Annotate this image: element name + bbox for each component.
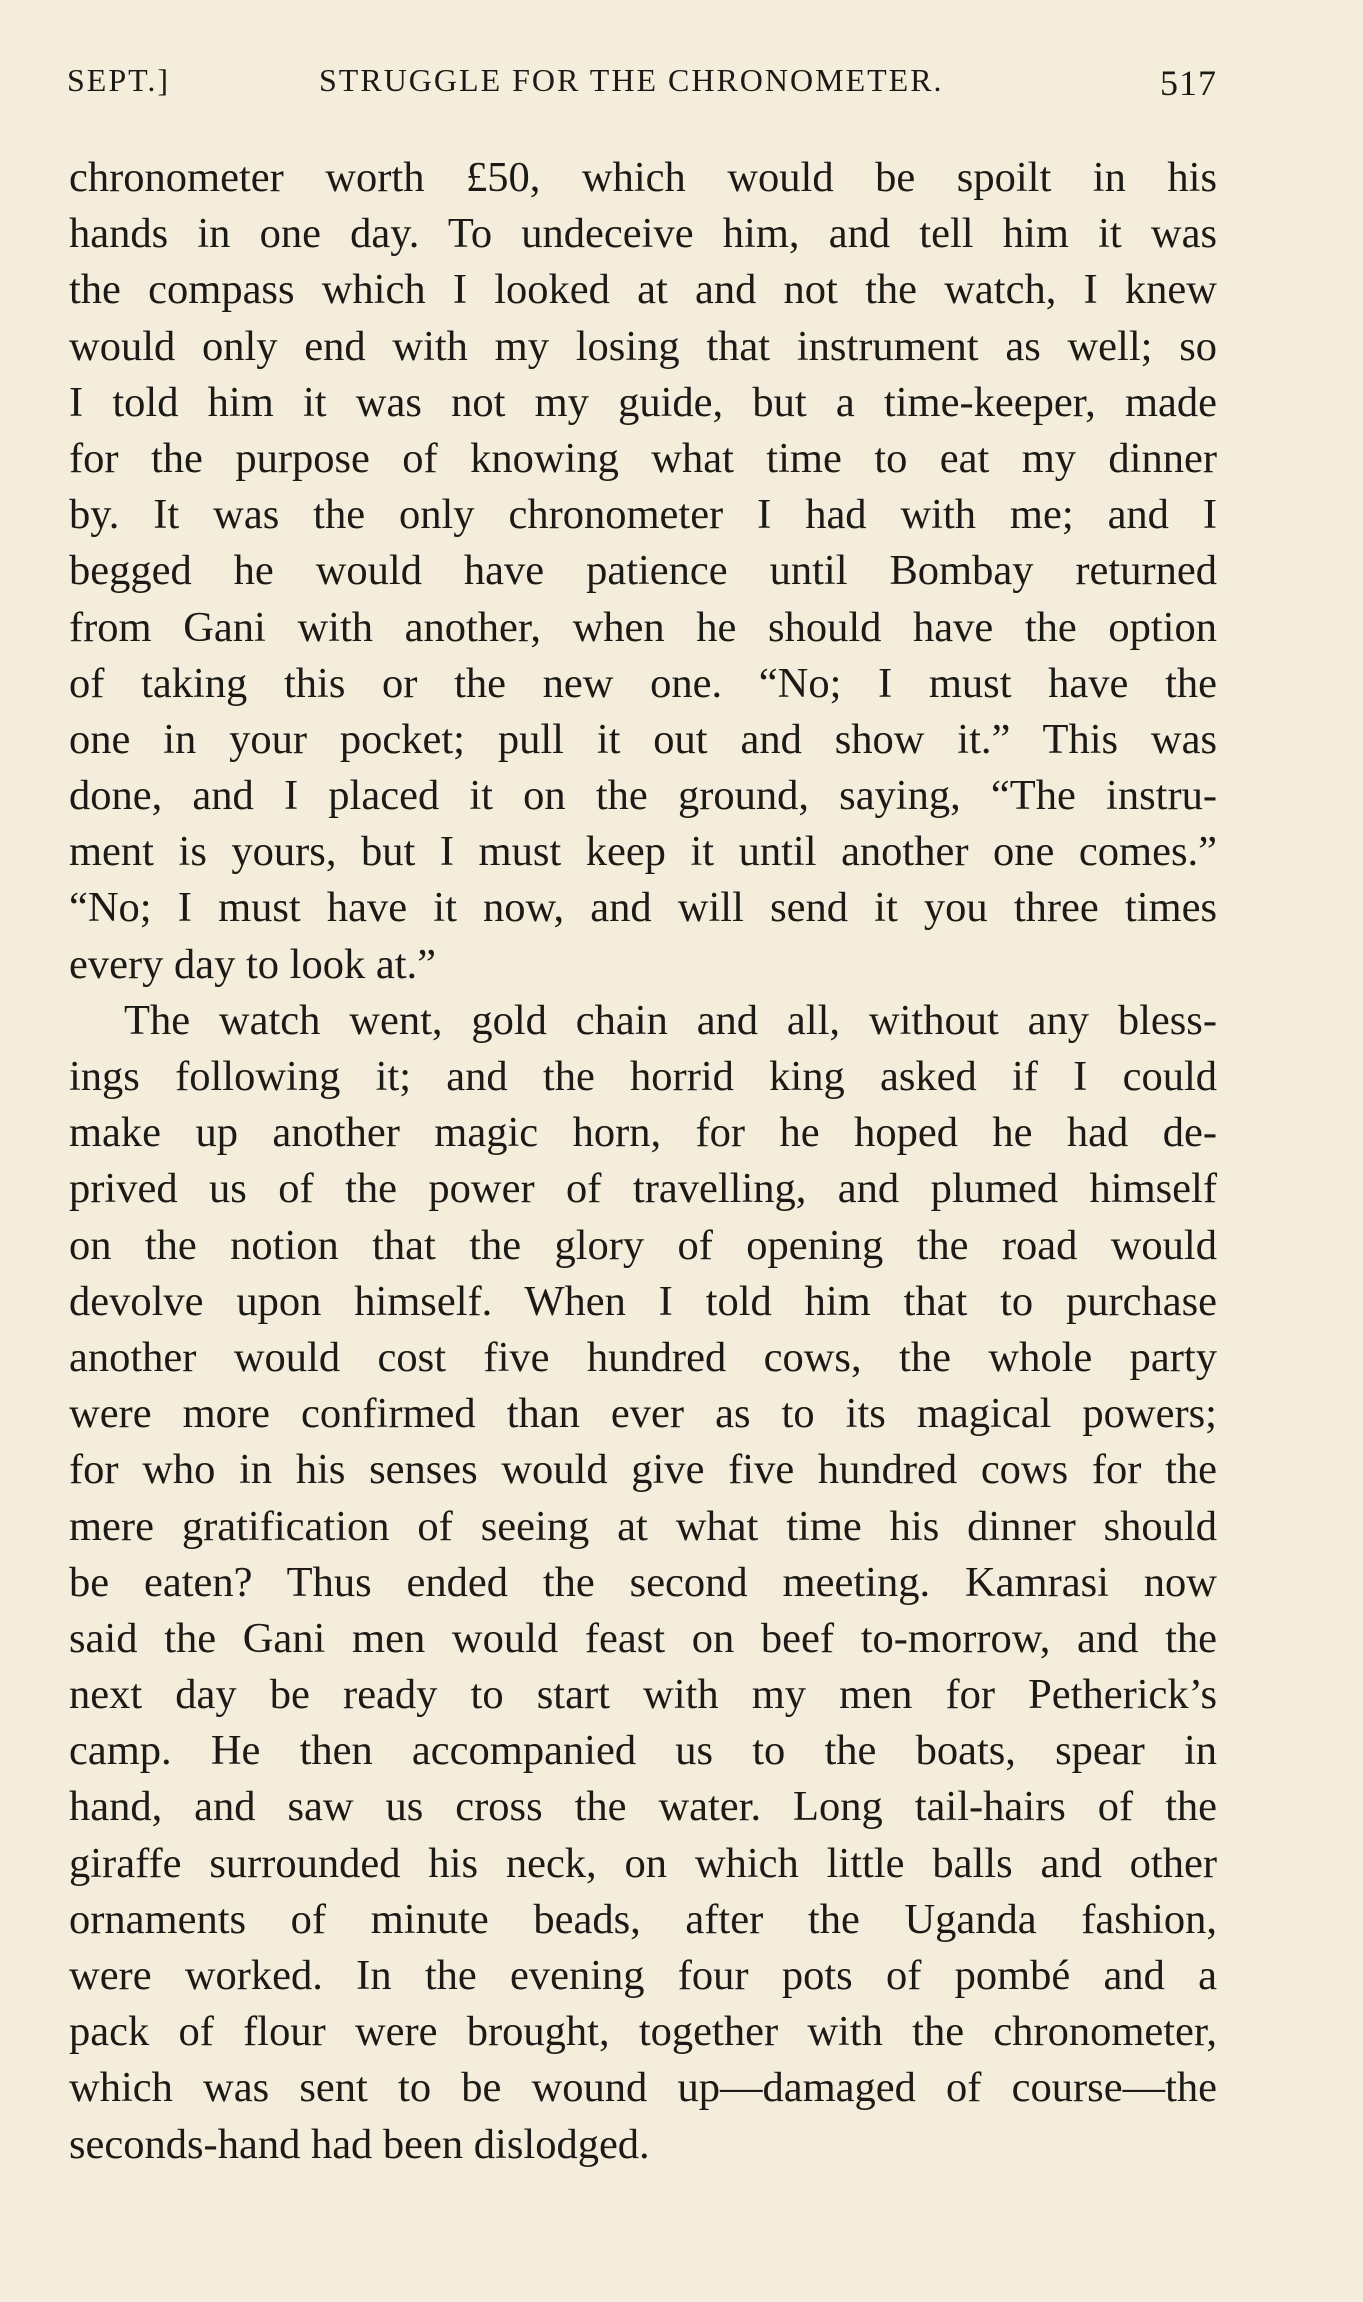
text-line: devolve upon himself. When I told him that to purchase xyxy=(69,1277,1217,1325)
text-line: every day to look at.” xyxy=(69,940,437,988)
running-head-month: SEPT.] xyxy=(67,62,170,98)
text-line: chronometer worth £50, which would be spoilt in his xyxy=(69,154,1217,201)
text-line: hand, and saw us cross the water. Long tail-hairs of the xyxy=(69,1783,1217,1831)
text-line: said the Gani men would feast on beef to-morrow, and the xyxy=(69,1614,1217,1662)
text-line: done, and I placed it on the ground, saying, “The instru- xyxy=(69,772,1217,820)
text-line: begged he would have patience until Bombay returned xyxy=(69,547,1217,595)
text-line: on the notion that the glory of opening the road would xyxy=(69,1221,1217,1269)
text-line: next day be ready to start with my men for Petherick’s xyxy=(69,1671,1217,1719)
text-line: The watch went, gold chain and all, without any bless- xyxy=(124,996,1217,1044)
page-number: 517 xyxy=(1160,63,1217,103)
text-line: mere gratification of seeing at what time his dinner should xyxy=(69,1502,1217,1550)
text-line: hands in one day. To undeceive him, and tell him it was xyxy=(69,210,1217,258)
text-line: of taking this or the new one. “No; I must have the xyxy=(69,659,1217,707)
body-text xyxy=(69,150,1217,2173)
text-line: “No; I must have it now, and will send it you three times xyxy=(69,884,1217,932)
text-line: I told him it was not my guide, but a time-keeper, made xyxy=(69,378,1217,426)
text-line: prived us of the power of travelling, and plumed himself xyxy=(69,1165,1217,1213)
text-line: were worked. In the evening four pots of pombé and a xyxy=(69,1952,1217,1999)
text-line: ment is yours, but I must keep it until another one comes.” xyxy=(69,828,1217,876)
text-line: another would cost five hundred cows, the whole party xyxy=(69,1333,1217,1381)
text-line: camp. He then accompanied us to the boats, spear in xyxy=(69,1727,1217,1775)
text-line: for the purpose of knowing what time to eat my dinner xyxy=(69,434,1217,482)
text-line: be eaten? Thus ended the second meeting. Kamrasi now xyxy=(69,1558,1217,1606)
text-line: would only end with my losing that instrument as well; so xyxy=(69,322,1217,370)
text-line: make up another magic horn, for he hoped he had de- xyxy=(69,1109,1217,1157)
paragraph-2 xyxy=(69,993,1217,2173)
text-line: by. It was the only chronometer I had with me; and I xyxy=(69,491,1217,539)
text-line: from Gani with another, when he should have the option xyxy=(69,603,1217,651)
text-line: which was sent to be wound up—damaged of course—the xyxy=(69,2064,1217,2112)
text-line: giraffe surrounded his neck, on which little balls and other xyxy=(69,1839,1217,1887)
text-line: seconds-hand had been dislodged. xyxy=(69,2120,650,2168)
running-head-title: STRUGGLE FOR THE CHRONOMETER. xyxy=(319,62,944,98)
text-line: one in your pocket; pull it out and show it.” This was xyxy=(69,715,1217,763)
running-head xyxy=(67,62,1217,110)
text-line: were more confirmed than ever as to its magical powers; xyxy=(69,1390,1217,1438)
text-line: ings following it; and the horrid king asked if I could xyxy=(69,1053,1217,1100)
text-line: ornaments of minute beads, after the Uganda fashion, xyxy=(69,1895,1217,1943)
text-line: the compass which I looked at and not the watch, I knew xyxy=(69,266,1217,314)
text-line: for who in his senses would give five hundred cows for the xyxy=(69,1446,1217,1494)
paragraph-1 xyxy=(69,150,1217,993)
text-line: pack of flour were brought, together with the chronometer, xyxy=(69,2008,1217,2056)
